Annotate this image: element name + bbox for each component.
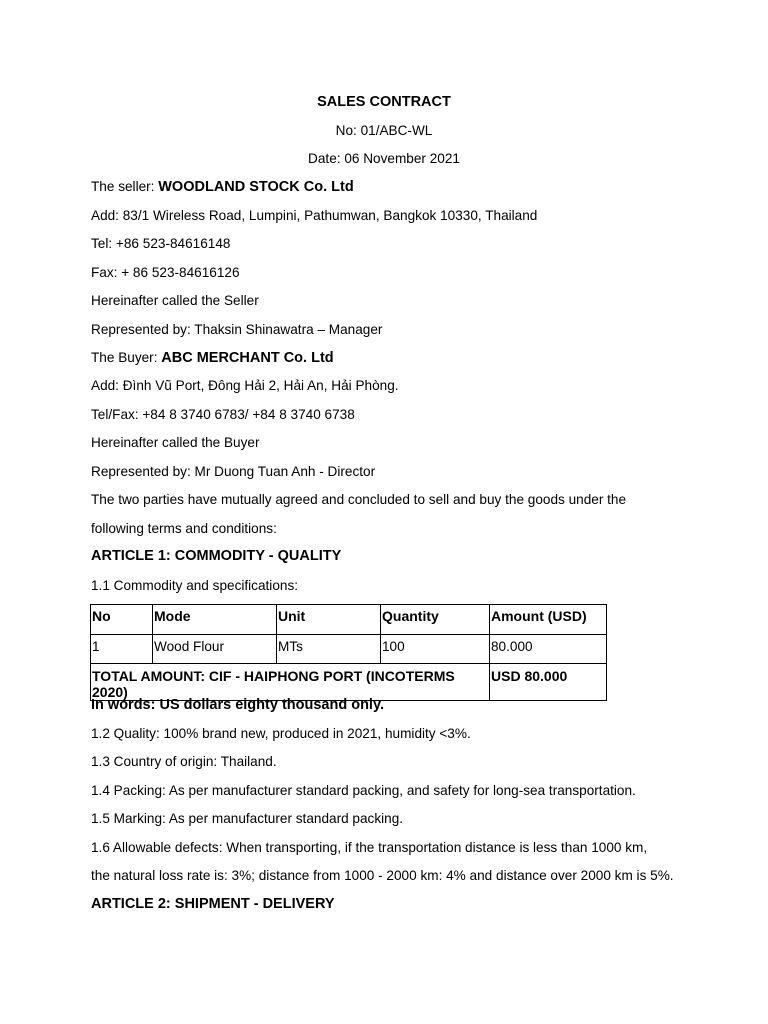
buyer-line: [91, 350, 334, 366]
table-row: [91, 635, 607, 664]
seller-label: The seller:: [91, 179, 159, 194]
buyer-telfax: Tel/Fax: +84 8 3740 6783/ +84 8 3740 6738: [91, 407, 355, 422]
buyer-name: ABC MERCHANT Co. Ltd: [161, 350, 334, 366]
header-amount: Amount (USD): [490, 605, 607, 635]
total-value: USD 80.000: [490, 664, 607, 701]
seller-tel: Tel: +86 523-84616148: [91, 236, 231, 251]
header-quantity: Quantity: [381, 605, 490, 635]
header-mode: Mode: [153, 605, 277, 635]
packing-clause: 1.4 Packing: As per manufacturer standard packing, and safety for long-sea transportation.: [91, 783, 636, 798]
commodity-subheading: 1.1 Commodity and specifications:: [91, 578, 299, 593]
cell-unit: MTs: [277, 635, 381, 664]
table-header-row: [91, 605, 607, 635]
header-no: No: [91, 605, 153, 635]
total-label: TOTAL AMOUNT: CIF - HAIPHONG PORT (INCOTERMS 2020): [91, 664, 490, 701]
quality-clause: 1.2 Quality: 100% brand new, produced in 2021, humidity <3%.: [91, 726, 471, 741]
contract-number: No: 01/ABC-WL: [335, 123, 433, 138]
intro-line-1: The two parties have mutually agreed and concluded to sell and buy the goods under the: [91, 492, 627, 507]
commodity-table: [90, 604, 607, 701]
table-total-row: [91, 664, 607, 701]
seller-name: WOODLAND STOCK Co. Ltd: [158, 179, 354, 195]
seller-called: Hereinafter called the Seller: [91, 293, 259, 308]
article-1-heading: ARTICLE 1: COMMODITY - QUALITY: [91, 548, 342, 564]
origin-clause: 1.3 Country of origin: Thailand.: [91, 754, 277, 769]
buyer-called: Hereinafter called the Buyer: [91, 435, 260, 450]
seller-address: Add: 83/1 Wireless Road, Lumpini, Pathumwan, Bangkok 10330, Thailand: [91, 208, 538, 223]
buyer-address: Add: Đình Vũ Port, Đông Hải 2, Hải An, Hải Phòng.: [91, 378, 399, 393]
contract-title: SALES CONTRACT: [317, 94, 451, 110]
header-unit: Unit: [277, 605, 381, 635]
defects-clause-line-1: 1.6 Allowable defects: When transporting, if the transportation distance is less than 1000 km,: [91, 840, 648, 855]
buyer-label: The Buyer:: [91, 350, 162, 365]
contract-date: Date: 06 November 2021: [308, 151, 460, 166]
seller-represented: Represented by: Thaksin Shinawatra – Manager: [91, 322, 383, 337]
cell-amount: 80.000: [490, 635, 607, 664]
buyer-represented: Represented by: Mr Duong Tuan Anh - Director: [91, 464, 376, 479]
article-2-heading: ARTICLE 2: SHIPMENT - DELIVERY: [91, 896, 335, 912]
marking-clause: 1.5 Marking: As per manufacturer standard packing.: [91, 811, 404, 826]
cell-mode: Wood Flour: [153, 635, 277, 664]
amount-in-words: In words: US dollars eighty thousand only.: [91, 697, 384, 713]
seller-fax: Fax: + 86 523-84616126: [91, 265, 240, 280]
defects-clause-line-2: the natural loss rate is: 3%; distance from 1000 - 2000 km: 4% and distance over 2000 km is 5%.: [91, 868, 674, 883]
intro-line-2: following terms and conditions:: [91, 521, 277, 536]
cell-quantity: 100: [381, 635, 490, 664]
seller-line: [91, 179, 354, 195]
cell-no: 1: [91, 635, 153, 664]
